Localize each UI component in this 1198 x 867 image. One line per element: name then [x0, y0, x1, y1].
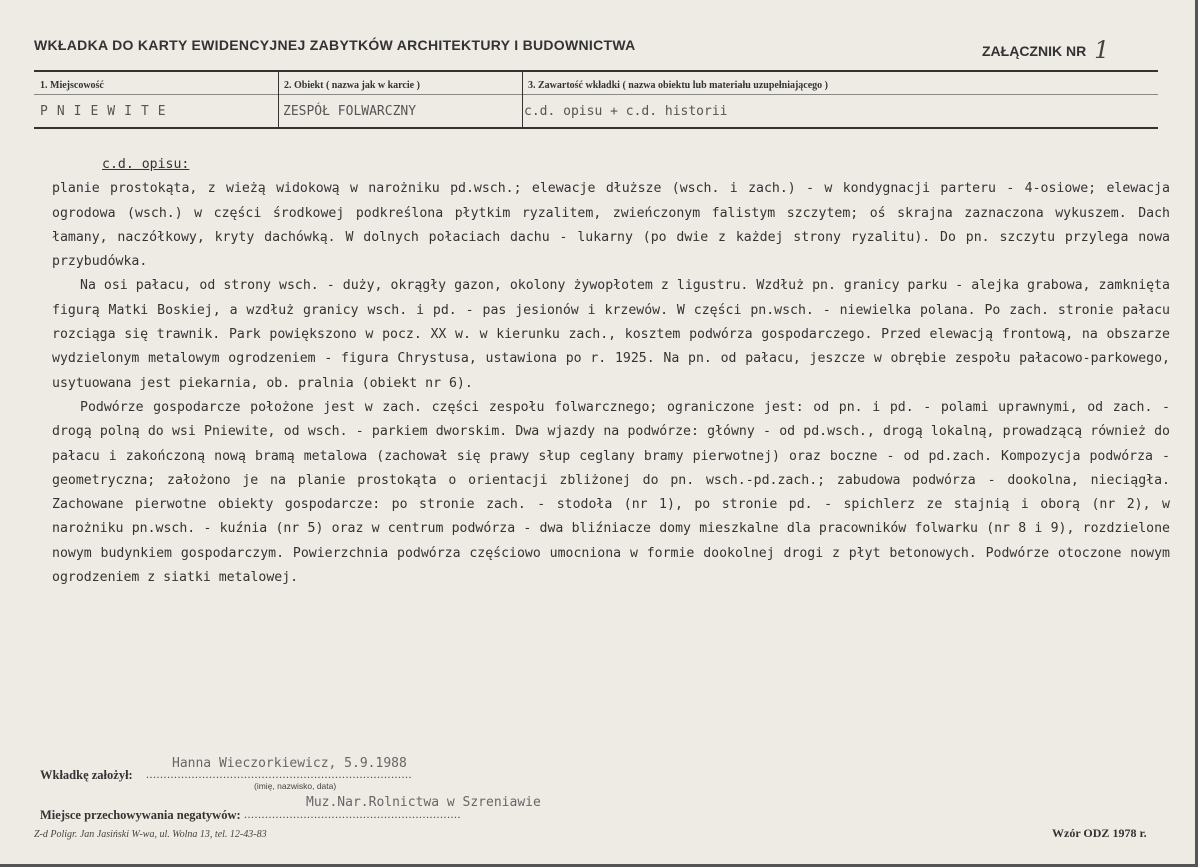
founder-dotted-line: ............................................................................: [146, 767, 412, 781]
table-mid-rule: [34, 94, 1158, 95]
annex-label: [982, 34, 1109, 62]
object-value: ZESPÓŁ FOLWARCZNY: [283, 104, 417, 119]
table-bottom-rule: [34, 127, 1158, 129]
table-top-rule: [34, 70, 1158, 72]
column-divider-2: [522, 72, 523, 127]
founder-hint: (imię, nazwisko, data): [254, 781, 337, 791]
negatives-value: Muz.Nar.Rolnictwa w Szreniawie: [306, 795, 541, 810]
negatives-dotted-line: ..............................................................: [244, 807, 461, 821]
object-label: 2. Obiekt ( nazwa jak w karcie ): [284, 80, 420, 91]
form-title: WKŁADKA DO KARTY EWIDENCYJNEJ ZABYTKÓW ARCHITEKTURY I BUDOWNICTWA: [34, 37, 636, 53]
description-heading: c.d. opisu:: [102, 157, 190, 172]
negatives-label: Miejsce przechowywania negatywów:: [40, 808, 241, 822]
locality-value: PNIEWITE: [40, 104, 175, 119]
column-divider-1: [278, 72, 279, 127]
annex-number: 1: [1094, 36, 1110, 64]
content-label: 3. Zawartość wkładki ( nazwa obiektu lub materiału uzupełniającego ): [528, 80, 829, 91]
printer-imprint: Z-d Poligr. Jan Jasiński W-wa, ul. Wolna 13, tel. 12-43-83: [34, 829, 267, 840]
locality-label: 1. Miejscowość: [40, 80, 104, 91]
form-number: Wzór ODZ 1978 r.: [1052, 826, 1147, 840]
description-paragraph-2: Na osi pałacu, od strony wsch. - duży, okrągły gazon, okolony żywopłotem z ligustru. Wzdłuż pn. granicy parku - alejka grabowa, zamknięta figurą Matki Boskiej, a wzdłuż granicy wsch. i pd. - pas jesionów i krzewów. W części pn.wsch. - niewielka polana. Po zach. stronie pałacu rozciąga się trawnik. Park powiększono w pocz. XX w. w kierunku zach., kosztem podwórza gospodarczego. Przed elewacją frontową, na obszarze wydzielonym metalowym ogrodzeniem - figura Chrystusa, ustawiona po r. 1925. Na pn. od pałacu, jeszcze w obrębie zespołu pałacowo-parkowego, usytuowana jest piekarnia, ob. pralnia (obiekt nr 6).: [52, 278, 1170, 391]
description-body: [52, 153, 1170, 590]
founder-value: Hanna Wieczorkiewicz, 5.9.1988: [172, 756, 407, 771]
content-value: c.d. opisu + c.d. historii: [524, 104, 728, 119]
annex-label-text: ZAŁĄCZNIK NR: [982, 43, 1087, 59]
description-paragraph-1: planie prostokąta, z wieżą widokową w narożniku pd.wsch.; elewacje dłuższe (wsch. i zach.) - w kondygnacji parteru - 4-osiowe; elewacja ogrodowa (wsch.) w części środkowej podkreślona płytkim ryzalitem, zwieńczonym falistym szczytem; oś skrajna zaznaczona wykuszem. Dach łamany, naczółkowy, kryty dachówką. W dolnych połaciach dachu - lukarny (po dwie z każdej strony ryzalitu). Do pn. szczytu przylega nowa przybudówka.: [52, 181, 1170, 270]
description-paragraph-3: Podwórze gospodarcze położone jest w zach. części zespołu folwarcznego; ograniczone jest: od pn. i pd. - polami uprawnymi, od zach. - drogą polną do wsi Pniewite, od wsch. - parkiem dworskim. Dwa wjazdy na podwórze: główny - od pd.wsch., drogą lokalną, prowadzącą również do pałacu i zakończoną nową bramą metalowa (zachował się prawy słup ceglany bramy pierwotnej) oraz boczne - od pd.zach. Kompozycja podwórza - geometryczna; założono je na planie prostokąta o orientacji zbliżonej do pn. wsch.-pd.zach.; zabudowa podwórza - dookolna, nieciągła. Zachowane pierwotne obiekty gospodarcze: po stronie zach. - stodoła (nr 1), po stronie pd. - spichlerz ze stajnią i oborą (nr 2), w narożniku pn.wsch. - kuźnia (nr 5) oraz w centrum podwórza - dwa bliźniacze domy mieszkalne dla pracowników folwarku (nr 8 i 9), rozdzielone nowym budynkiem gospodarczym. Powierzchnia podwórza częściowo umocniona w formie dookolnej drogi z płyt betonowych. Podwórze otoczone nowym ogrodzeniem z siatki metalowej.: [52, 399, 1170, 586]
founder-label: Wkładkę założył:: [40, 768, 133, 782]
